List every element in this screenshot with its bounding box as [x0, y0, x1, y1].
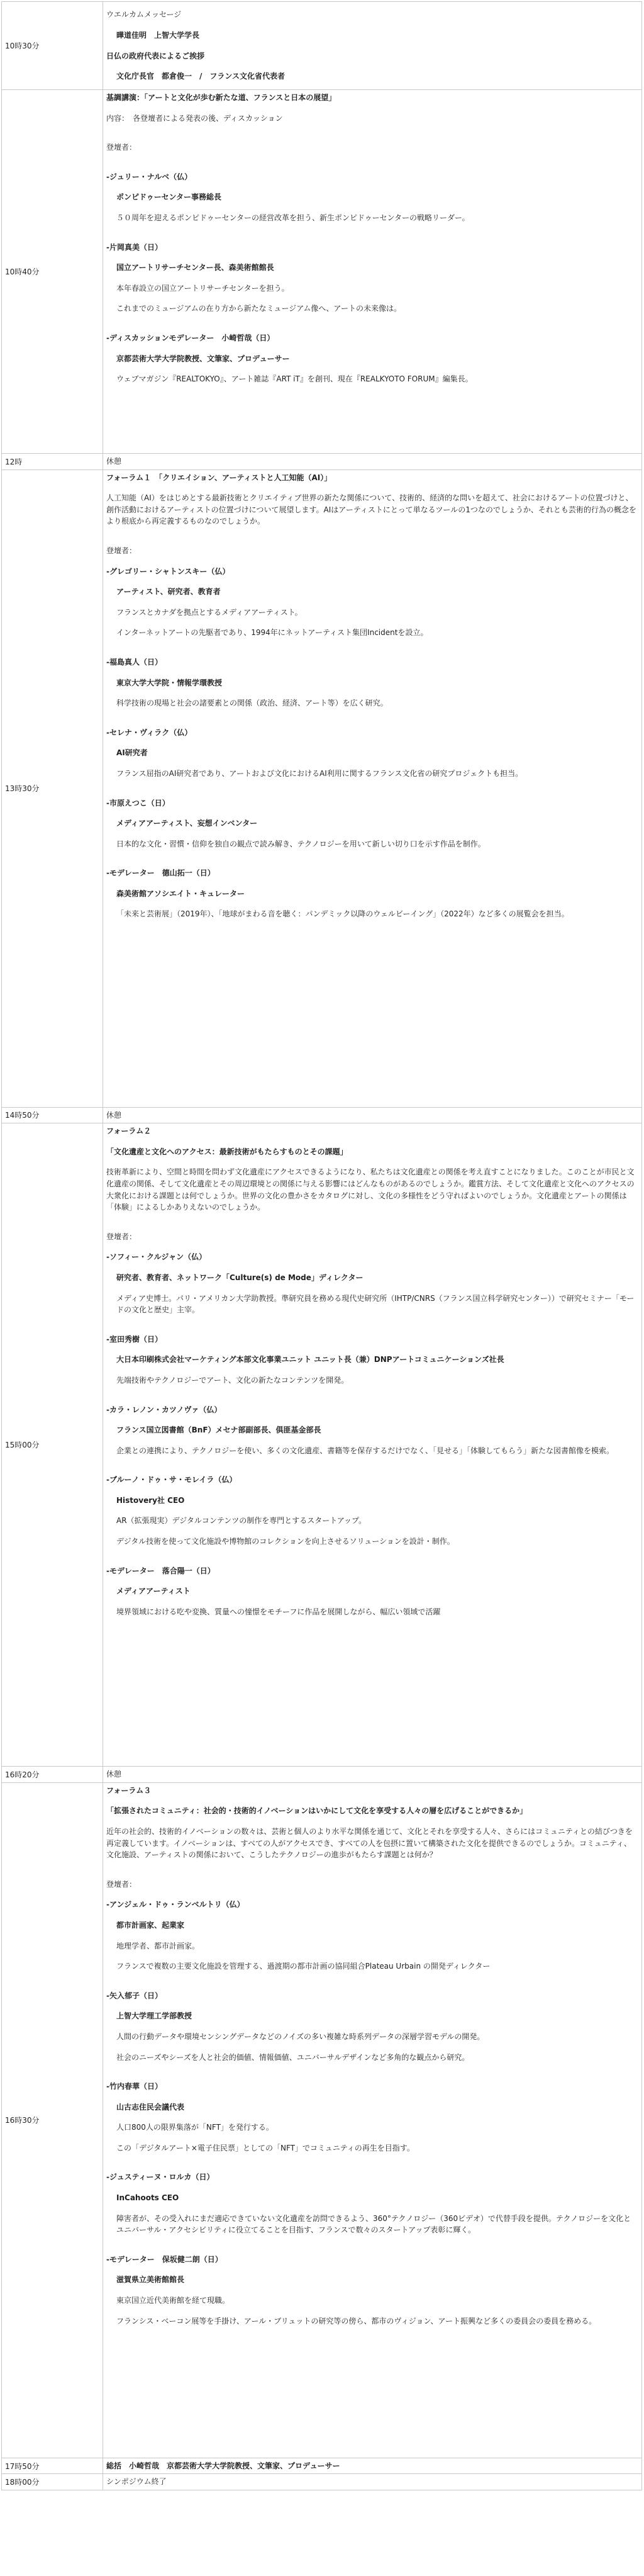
moderator-name: -ディスカッションモデレーター 小崎哲哉（日） — [106, 333, 275, 342]
moderator-description: 「未来と芸術展」（2019年）、「地球がまわる音を聴く：パンデミック以降のウェルビーイング」（2022年）など多くの展覧会を担当。 — [116, 909, 569, 919]
time-cell: 13時30分 — [2, 470, 103, 1107]
representative-separator: / — [199, 72, 203, 81]
time-cell: 15時00分 — [2, 1123, 103, 1767]
moderator-description: ウェブマガジン『REALTOKYO』、アート雑誌『ART iT』を創刊、現在『REALKYOTO FORUM』編集長。 — [116, 374, 473, 384]
time-cell: 16時30分 — [2, 1782, 103, 2458]
break-cell: 休憩 — [103, 454, 642, 470]
speaker-description: 日本的な文化・習慣・信仰を独自の観点で読み解き、テクノロジーを用いて新しい切り口を示す作品を制作。 — [116, 839, 486, 848]
schedule-wrapper — [1, 1, 643, 2490]
speaker-role: 上智大学理工学部教授 — [116, 2011, 192, 2021]
speaker-description: これまでのミュージアムの在り方から新たなミュージアム像へ、アートの未来像は。 — [116, 304, 402, 313]
content-cell — [103, 1782, 642, 2458]
speaker-description: 科学技術の現場と社会の諸要素との関係（政治、経済、アート等）を広く研究。 — [116, 699, 388, 708]
moderator-role: メディアアーティスト — [116, 1587, 191, 1596]
speaker-name: -ジュスティーヌ・ロルカ（日） — [106, 2173, 214, 2182]
schedule-table — [1, 1, 642, 2490]
table-row — [2, 2458, 642, 2474]
table-row — [2, 1123, 642, 1767]
speaker-role: 山古志住民会議代表 — [116, 2102, 185, 2112]
table-row — [2, 1107, 642, 1123]
government-greeting-heading: 日仏の政府代表によるご挨拶 — [106, 51, 205, 60]
moderator-role: 京都芸術大学大学院教授、文筆家、プロデューサー — [116, 354, 290, 363]
speakers-label: 登壇者： — [106, 1879, 137, 1889]
time-cell: 14時50分 — [2, 1107, 103, 1123]
speaker-role: Histovery社 CEO — [116, 1495, 185, 1505]
moderator-description: 東京国立近代美術館を経て現職。 — [116, 2296, 230, 2305]
speaker-description: 地理学者、都市計画家。 — [116, 1941, 200, 1950]
content-cell — [103, 2, 642, 90]
france-representative: フランス文化省代表者 — [209, 72, 286, 81]
speaker-role: フランス国立図書館（BnF）メセナ部副部長、俱匪基金部長 — [116, 1426, 321, 1435]
moderator-description: フランシス・ベーコン展等を手掛け、アール・ブリュットの研究等の傍ら、都市のヴィジョン、アート振興など多くの委員会の委員を務める。 — [116, 2316, 597, 2326]
moderator-description: 境界領域における吃や変換、質量への憧憬をモチーフに作品を展開しながら、幅広い領域で活躍 — [116, 1607, 441, 1616]
table-row — [2, 2474, 642, 2490]
speaker-role: アーティスト、研究者、教育者 — [116, 587, 221, 597]
speaker-name: -セレナ・ヴィラク（仏） — [106, 728, 192, 737]
speaker-description: フランスで複数の主要文化施設を管理する、過渡期の都市計画の協同組合Plateau Urbain の開発ディレクター — [116, 1962, 491, 1971]
speaker-description: 先端技術やテクノロジーでアート、文化の新たなコンテンツを開発。 — [116, 1375, 349, 1385]
speaker-role: 研究者、教育者、ネットワーク「Culture(s) de Mode」ディレクター — [116, 1273, 364, 1282]
forum-title: フォーラム１ 「クリエイション、アーティストと人工知能（AI）」 — [106, 473, 332, 482]
content-cell — [103, 470, 642, 1107]
welcome-speaker: 曄道佳明 上智大学学長 — [116, 30, 200, 40]
speaker-description: 企業との連携により、テクノロジーを使い、多くの文化遺産、書籍等を保存するだけでなく、「見せる」「体験してもらう」新たな図書館像を模索。 — [116, 1446, 614, 1455]
closing-cell: シンポジウム終了 — [103, 2474, 642, 2490]
speaker-description: 人間の行動データや環境センシングデータなどのノイズの多い複雑な時系列データの深層学習モデルの開発。 — [116, 2032, 485, 2041]
time-cell: 10時40分 — [2, 90, 103, 454]
welcome-title: ウエルカムメッセージ — [106, 10, 182, 20]
moderator-name: -モデレーター 保坂健二朗（日） — [106, 2254, 223, 2264]
speakers-label: 登壇者： — [106, 546, 137, 555]
moderator-name: -モデレーター 落合陽一（日） — [106, 1566, 215, 1575]
speaker-description: フランスとカナダを拠点とするメディアアーティスト。 — [116, 607, 303, 617]
table-row — [2, 90, 642, 454]
speaker-name: -市原えつこ（日） — [106, 798, 170, 807]
content-cell — [103, 90, 642, 454]
table-row — [2, 1767, 642, 1783]
table-row — [2, 470, 642, 1107]
speaker-name: -グレゴリー・シャトンスキー（仏） — [106, 566, 230, 576]
speaker-name: -ジュリー・ナルベ（仏） — [106, 172, 192, 181]
moderator-role: 森美術館アソシエイト・キュレーター — [116, 889, 245, 898]
time-cell: 18時00分 — [2, 2474, 103, 2490]
time-cell: 17時50分 — [2, 2458, 103, 2474]
moderator-role: 滋賀県立美術館館長 — [116, 2275, 185, 2285]
speakers-label: 登壇者： — [106, 143, 137, 152]
japan-representative: 文化庁長官 都倉俊一 — [116, 72, 192, 81]
forum-title: 「文化遺産と文化へのアクセス：最新技術がもたらすものとその課題」 — [106, 1147, 348, 1156]
speakers-label: 登壇者： — [106, 1232, 137, 1241]
speaker-name: -室田秀樹（日） — [106, 1334, 162, 1344]
keynote-title: 基調講演：「アートと文化が歩む新たな道、フランスと日本の展望」 — [106, 93, 336, 102]
speaker-description: インターネットアートの先駆者であり、1994年にネットアーティスト集団Incidentを設立。 — [116, 628, 428, 638]
time-cell: 10時30分 — [2, 2, 103, 90]
table-row — [2, 2, 642, 90]
speaker-name: -矢入郁子（日） — [106, 1991, 162, 2000]
speaker-description: 人口800人の限界集落が「NFT」を発行する。 — [116, 2123, 274, 2132]
speaker-description: ５０周年を迎えるポンピドゥーセンターの経営改革を担う、新生ポンピドゥーセンターの戦略リーダー。 — [116, 213, 470, 222]
speaker-description: AR（拡張現実）デジタルコンテンツの制作を専門とするスタートアップ。 — [116, 1516, 367, 1526]
speaker-role: 大日本印刷株式会社マーケティング本部文化事業ユニット ユニット長（兼）DNPアートコミュニケーションズ社長 — [116, 1355, 504, 1364]
speaker-name: -片岡真美（日） — [106, 242, 162, 252]
summary-cell: 総括 小崎哲哉 京都芸術大学大学院教授、文筆家、プロデューサー — [103, 2458, 642, 2474]
forum-number: フォーラム３ — [106, 1786, 152, 1795]
speaker-name: -竹内春華（日） — [106, 2082, 162, 2091]
speaker-description: 社会のニーズやシーズを人と社会的価値、情報価値、ユニバーサルデザインなど多角的な観点から研究。 — [116, 2052, 470, 2062]
forum-intro: 人工知能（AI）をはじめとする最新技術とクリエイティブ世界の新たな関係について、技術的、経済的な問いを超えて、社会におけるアートの位置づけと、創作活動におけるアーティストの位置づけについて展望します。AIはアーティストにとって単なるツールの1つなのでしょうか、それとも芸術的行為の概念をより根底から再定義するものなのでしょうか。 — [106, 493, 636, 526]
speaker-role: InCahoots CEO — [116, 2193, 179, 2203]
speaker-description: メディア史博士。パリ・アメリカン大学助教授。準研究員を務める現代史研究所（IHTP/CNRS（フランス国立科学研究センター））で研究セミナー「モードの文化と歴史」主宰。 — [116, 1293, 635, 1315]
forum-intro: 技術革新により、空間と時間を問わず文化遺産にアクセスできるようになり、私たちは文化遺産との関係を考え直すことになりました。このことが市民と文化遺産の関係、そして文化遺産とその周辺環境との関係に与える影響にはどんなものがあるのでしょうか。鑑賞方法、そして文化遺産と文化へのアクセスの大衆化における課題とは何でしょうか。世界の文化の豊かさをカタログに対し、文化の多様性をどう守ればよいのでしょうか。文化遺産とアートの関係は「体験」によるしかありえないのでしょうか。 — [106, 1167, 635, 1212]
keynote-content: 内容： 各登壇者による発表の後、ディスカッション — [106, 113, 283, 123]
table-row — [2, 454, 642, 470]
speaker-role: メディアアーティスト、妄想インベンター — [116, 819, 258, 828]
speaker-role: 東京大学大学院・情報学環教授 — [116, 678, 223, 687]
break-cell: 休憩 — [103, 1107, 642, 1123]
time-cell: 12時 — [2, 454, 103, 470]
content-cell — [103, 1123, 642, 1767]
forum-title: 「拡張されたコミュニティ：社会的・技術的イノベーションはいかにして文化を享受する人々の層を広げることができるか」 — [106, 1806, 528, 1816]
time-cell: 16時20分 — [2, 1767, 103, 1783]
speaker-role: 都市計画家、起業家 — [116, 1920, 185, 1930]
table-row — [2, 1782, 642, 2458]
moderator-name: -モデレーター 德山拓一（日） — [106, 869, 215, 878]
speaker-name: -ソフィー・クルジャン（仏） — [106, 1252, 207, 1262]
speaker-name: -福島真人（日） — [106, 657, 162, 666]
forum-number: フォーラム２ — [106, 1127, 152, 1136]
speaker-name: -ブルーノ・ドゥ・サ・モレイラ（仏） — [106, 1475, 237, 1485]
speaker-description: この「デジタルアート×電子住民票」としての「NFT」でコミュニティの再生を目指す。 — [116, 2143, 414, 2152]
speaker-name: -アンジェル・ドゥ・ランベルトリ（仏） — [106, 1900, 245, 1910]
speaker-role: ポンピドゥーセンター事務総長 — [116, 193, 221, 202]
break-cell: 休憩 — [103, 1767, 642, 1783]
government-representatives — [116, 70, 638, 82]
speaker-role: 国立アートリサーチセンター長、森美術館館長 — [116, 263, 274, 273]
speaker-description: フランス屈指のAI研究者であり、アートおよび文化におけるAI利用に関するフランス文化省の研究プロジェクトも担当。 — [116, 768, 523, 778]
speaker-description: デジタル技術を使って文化施設や博物館のコレクションを向上させるソリューションを設計・制作。 — [116, 1537, 455, 1546]
forum-intro: 近年の社会的、技術的イノベーションの数々は、芸術と個人のより水平な関係を通じて、文化とそれを享受する人々、さらにはコミュニティとの結びつきを再定義しています。イノベーションは、すべての人がアクセスでき、すべての人を包摂に置いて構築された文化を提供できるのでしょうか。コミュニティ、文化施設、アーティストの関係において、こうしたテクノロジーの進歩がもたらす課題とは何か？ — [106, 1826, 633, 1860]
speaker-role: AI研究者 — [116, 748, 148, 758]
speaker-name: -カラ・レノン・カツノヴァ（仏） — [106, 1405, 222, 1414]
speaker-description: 障害者が、その受入れにまだ適応できていない文化遺産を訪問できるよう、360°テクノロジー（360ビデオ）で代替手段を提供。テクノロジーを文化とユニバーサル・アクセシビリティに役立てることを目指す、フランスで数々のスタートアップ表彰に輝く。 — [116, 2213, 631, 2235]
speaker-description: 本年春設立の国立アートリサーチセンターを担う。 — [116, 283, 289, 293]
